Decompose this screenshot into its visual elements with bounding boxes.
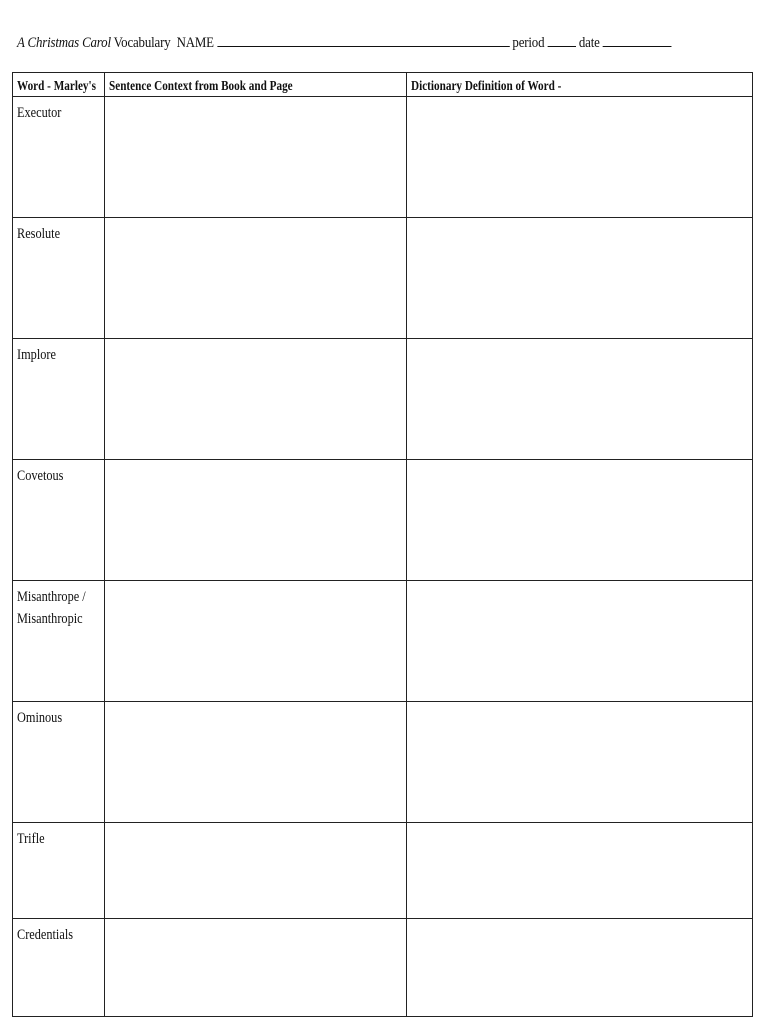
name-label: NAME <box>176 35 214 51</box>
word-cell: Resolute <box>13 218 105 339</box>
definition-cell[interactable] <box>406 823 752 919</box>
table-row <box>13 339 753 460</box>
column-header-definition: Dictionary Definition of Word - <box>406 73 752 97</box>
table-row <box>13 919 753 1017</box>
word-cell: Ominous <box>13 702 105 823</box>
word-cell: Executor <box>13 97 105 218</box>
word-cell: Covetous <box>13 460 105 581</box>
context-cell[interactable] <box>105 919 406 1017</box>
table-row <box>13 581 753 702</box>
definition-cell[interactable] <box>406 581 752 702</box>
table-row <box>13 823 753 919</box>
word-cell: Credentials <box>13 919 105 1017</box>
context-cell[interactable] <box>105 460 406 581</box>
definition-cell[interactable] <box>406 339 752 460</box>
context-cell[interactable] <box>105 581 406 702</box>
worksheet-header <box>17 33 672 52</box>
definition-cell[interactable] <box>406 919 752 1017</box>
column-header-context: Sentence Context from Book and Page <box>105 73 406 97</box>
word-cell: Misanthrope / Misanthropic <box>13 581 105 702</box>
context-cell[interactable] <box>105 702 406 823</box>
period-blank[interactable] <box>547 33 575 47</box>
table-row <box>13 218 753 339</box>
context-cell[interactable] <box>105 97 406 218</box>
table-row <box>13 97 753 218</box>
table-row <box>13 702 753 823</box>
name-blank[interactable] <box>217 33 509 47</box>
date-label: date <box>578 35 600 51</box>
table-row <box>13 460 753 581</box>
context-cell[interactable] <box>105 339 406 460</box>
column-header-word: Word - Marley's <box>13 73 105 97</box>
date-blank[interactable] <box>603 33 672 47</box>
definition-cell[interactable] <box>406 460 752 581</box>
word-cell: Trifle <box>13 823 105 919</box>
worksheet-subject: Vocabulary <box>113 35 171 51</box>
context-cell[interactable] <box>105 823 406 919</box>
table-header-row <box>13 73 753 97</box>
book-title: A Christmas Carol <box>17 35 111 51</box>
context-cell[interactable] <box>105 218 406 339</box>
definition-cell[interactable] <box>406 702 752 823</box>
definition-cell[interactable] <box>406 97 752 218</box>
vocabulary-table <box>12 72 753 1017</box>
word-cell: Implore <box>13 339 105 460</box>
definition-cell[interactable] <box>406 218 752 339</box>
period-label: period <box>512 35 545 51</box>
